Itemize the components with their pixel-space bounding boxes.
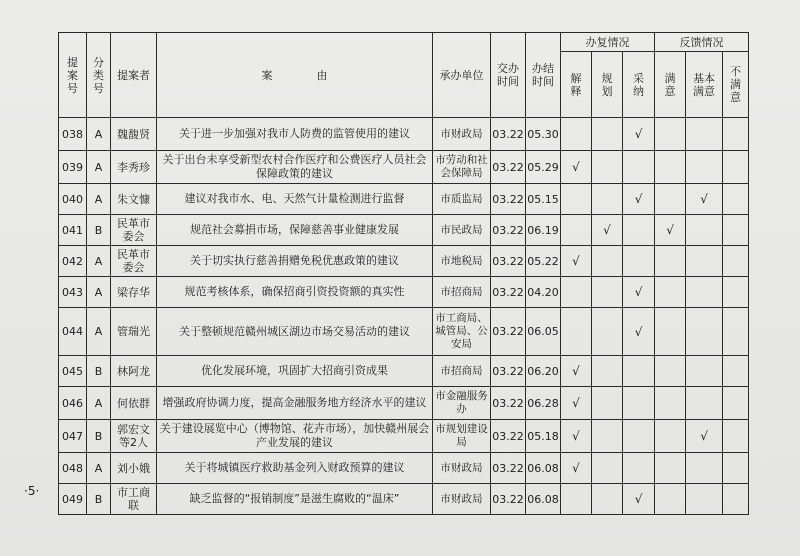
cell-reply-explain: √ <box>561 356 592 387</box>
cell-feedback-unsatisfied <box>723 420 749 453</box>
cell-finish: 06.20 <box>526 356 561 387</box>
cell-reply-plan <box>592 453 623 484</box>
cell-reply-explain <box>561 184 592 215</box>
cell-id: 039 <box>59 151 87 184</box>
header-case: 案 由 <box>157 33 433 118</box>
header-handover-time: 交办时间 <box>491 33 526 118</box>
cell-reply-explain: √ <box>561 246 592 277</box>
cell-feedback-satisfied <box>655 453 686 484</box>
cell-unit: 市规划建设局 <box>433 420 491 453</box>
cell-feedback-basic: √ <box>686 420 723 453</box>
page-number: ·5· <box>24 484 40 498</box>
cell-reply-adopt <box>623 420 655 453</box>
cell-feedback-satisfied <box>655 118 686 151</box>
cell-title: 优化发展环境，巩固扩大招商引资成果 <box>157 356 433 387</box>
cell-feedback-satisfied: √ <box>655 215 686 246</box>
cell-unit: 市质监局 <box>433 184 491 215</box>
cell-id: 045 <box>59 356 87 387</box>
cell-category: A <box>87 308 111 356</box>
cell-proposer: 市工商联 <box>111 484 157 515</box>
cell-reply-explain: √ <box>561 151 592 184</box>
cell-id: 044 <box>59 308 87 356</box>
table-row <box>59 453 749 484</box>
cell-feedback-unsatisfied <box>723 453 749 484</box>
cell-finish: 06.08 <box>526 484 561 515</box>
cell-handover: 03.22 <box>491 356 526 387</box>
cell-feedback-unsatisfied <box>723 387 749 420</box>
table-row <box>59 246 749 277</box>
cell-reply-adopt <box>623 151 655 184</box>
cell-category: A <box>87 453 111 484</box>
cell-title: 规范考核体系，确保招商引资投资额的真实性 <box>157 277 433 308</box>
cell-category: A <box>87 118 111 151</box>
header-unit: 承办单位 <box>433 33 491 118</box>
cell-finish: 05.30 <box>526 118 561 151</box>
cell-proposer: 魏馥贤 <box>111 118 157 151</box>
cell-reply-plan <box>592 118 623 151</box>
cell-reply-plan <box>592 387 623 420</box>
table-row <box>59 184 749 215</box>
cell-proposer: 郭宏文等2人 <box>111 420 157 453</box>
cell-feedback-satisfied <box>655 308 686 356</box>
cell-feedback-basic <box>686 246 723 277</box>
proposal-table <box>58 32 749 515</box>
cell-proposer: 民革市委会 <box>111 215 157 246</box>
table-row <box>59 118 749 151</box>
header-id: 提案号 <box>59 33 87 118</box>
cell-feedback-unsatisfied <box>723 184 749 215</box>
cell-id: 048 <box>59 453 87 484</box>
cell-feedback-basic <box>686 387 723 420</box>
cell-category: B <box>87 484 111 515</box>
cell-handover: 03.22 <box>491 184 526 215</box>
cell-feedback-basic: √ <box>686 184 723 215</box>
cell-title: 关于将城镇医疗救助基金列入财政预算的建议 <box>157 453 433 484</box>
cell-reply-explain <box>561 308 592 356</box>
cell-title: 关于建设展览中心（博物馆、花卉市场），加快赣州展会产业发展的建议 <box>157 420 433 453</box>
cell-id: 038 <box>59 118 87 151</box>
header-finish-time: 办结时间 <box>526 33 561 118</box>
cell-feedback-basic <box>686 277 723 308</box>
cell-feedback-satisfied <box>655 151 686 184</box>
cell-handover: 03.22 <box>491 151 526 184</box>
cell-feedback-unsatisfied <box>723 215 749 246</box>
cell-reply-adopt: √ <box>623 118 655 151</box>
cell-proposer: 管瑞光 <box>111 308 157 356</box>
cell-id: 046 <box>59 387 87 420</box>
cell-feedback-basic <box>686 484 723 515</box>
cell-reply-explain: √ <box>561 453 592 484</box>
header-feedback-satisfied: 满意 <box>655 52 686 118</box>
cell-feedback-basic <box>686 151 723 184</box>
cell-handover: 03.22 <box>491 118 526 151</box>
cell-feedback-satisfied <box>655 184 686 215</box>
cell-finish: 05.22 <box>526 246 561 277</box>
cell-finish: 06.05 <box>526 308 561 356</box>
header-feedback-basic: 基本满意 <box>686 52 723 118</box>
cell-feedback-unsatisfied <box>723 277 749 308</box>
cell-title: 缺乏监督的“报销制度”是滋生腐败的“温床” <box>157 484 433 515</box>
header-reply-adopt: 采纳 <box>623 52 655 118</box>
cell-finish: 06.28 <box>526 387 561 420</box>
cell-id: 043 <box>59 277 87 308</box>
cell-id: 049 <box>59 484 87 515</box>
cell-id: 047 <box>59 420 87 453</box>
cell-proposer: 林阿龙 <box>111 356 157 387</box>
cell-reply-plan <box>592 308 623 356</box>
cell-title: 关于切实执行慈善捐赠免税优惠政策的建议 <box>157 246 433 277</box>
cell-handover: 03.22 <box>491 308 526 356</box>
cell-proposer: 朱文慷 <box>111 184 157 215</box>
cell-reply-adopt: √ <box>623 308 655 356</box>
cell-category: B <box>87 356 111 387</box>
cell-feedback-basic <box>686 118 723 151</box>
cell-feedback-satisfied <box>655 246 686 277</box>
cell-proposer: 梁存华 <box>111 277 157 308</box>
cell-feedback-satisfied <box>655 387 686 420</box>
cell-reply-plan <box>592 420 623 453</box>
cell-category: A <box>87 277 111 308</box>
cell-id: 041 <box>59 215 87 246</box>
cell-handover: 03.22 <box>491 453 526 484</box>
cell-reply-adopt <box>623 215 655 246</box>
cell-feedback-satisfied <box>655 484 686 515</box>
cell-feedback-unsatisfied <box>723 118 749 151</box>
cell-reply-plan <box>592 151 623 184</box>
cell-handover: 03.22 <box>491 420 526 453</box>
table-row <box>59 356 749 387</box>
cell-reply-adopt: √ <box>623 184 655 215</box>
header-reply-plan: 规划 <box>592 52 623 118</box>
table-row <box>59 308 749 356</box>
cell-reply-plan <box>592 356 623 387</box>
cell-unit: 市财政局 <box>433 484 491 515</box>
cell-reply-plan <box>592 484 623 515</box>
cell-reply-plan <box>592 184 623 215</box>
cell-reply-adopt <box>623 453 655 484</box>
cell-handover: 03.22 <box>491 387 526 420</box>
cell-handover: 03.22 <box>491 277 526 308</box>
cell-category: B <box>87 420 111 453</box>
cell-reply-adopt <box>623 387 655 420</box>
cell-unit: 市劳动和社会保障局 <box>433 151 491 184</box>
table-row <box>59 277 749 308</box>
cell-reply-plan <box>592 246 623 277</box>
cell-unit: 市金融服务办 <box>433 387 491 420</box>
cell-unit: 市民政局 <box>433 215 491 246</box>
cell-title: 建议对我市水、电、天然气计量检测进行监督 <box>157 184 433 215</box>
cell-handover: 03.22 <box>491 246 526 277</box>
cell-title: 关于整顿规范赣州城区湖边市场交易活动的建议 <box>157 308 433 356</box>
cell-category: A <box>87 387 111 420</box>
cell-finish: 05.18 <box>526 420 561 453</box>
cell-finish: 06.08 <box>526 453 561 484</box>
cell-feedback-basic <box>686 356 723 387</box>
header-category: 分类号 <box>87 33 111 118</box>
cell-reply-adopt: √ <box>623 277 655 308</box>
cell-unit: 市地税局 <box>433 246 491 277</box>
cell-feedback-basic <box>686 308 723 356</box>
cell-unit: 市工商局、城管局、公安局 <box>433 308 491 356</box>
cell-category: A <box>87 184 111 215</box>
cell-unit: 市招商局 <box>433 277 491 308</box>
cell-reply-explain <box>561 215 592 246</box>
cell-feedback-unsatisfied <box>723 308 749 356</box>
cell-reply-explain: √ <box>561 420 592 453</box>
header-proposer: 提案者 <box>111 33 157 118</box>
cell-category: A <box>87 151 111 184</box>
table-row <box>59 420 749 453</box>
cell-handover: 03.22 <box>491 484 526 515</box>
table-row <box>59 151 749 184</box>
cell-feedback-basic <box>686 215 723 246</box>
cell-finish: 05.15 <box>526 184 561 215</box>
cell-handover: 03.22 <box>491 215 526 246</box>
cell-unit: 市财政局 <box>433 453 491 484</box>
cell-reply-plan: √ <box>592 215 623 246</box>
cell-id: 040 <box>59 184 87 215</box>
cell-reply-explain <box>561 277 592 308</box>
header-row-top <box>59 33 749 52</box>
cell-reply-adopt <box>623 356 655 387</box>
cell-title: 增强政府协调力度，提高金融服务地方经济水平的建议 <box>157 387 433 420</box>
cell-feedback-basic <box>686 453 723 484</box>
cell-finish: 06.19 <box>526 215 561 246</box>
cell-title: 关于出台未享受新型农村合作医疗和公费医疗人员社会保障政策的建议 <box>157 151 433 184</box>
cell-feedback-satisfied <box>655 277 686 308</box>
cell-feedback-unsatisfied <box>723 484 749 515</box>
cell-feedback-unsatisfied <box>723 246 749 277</box>
cell-id: 042 <box>59 246 87 277</box>
cell-unit: 市招商局 <box>433 356 491 387</box>
cell-finish: 05.29 <box>526 151 561 184</box>
cell-feedback-unsatisfied <box>723 151 749 184</box>
table-row <box>59 215 749 246</box>
cell-category: B <box>87 215 111 246</box>
cell-feedback-unsatisfied <box>723 356 749 387</box>
cell-title: 关于进一步加强对我市人防费的监管使用的建议 <box>157 118 433 151</box>
cell-reply-adopt <box>623 246 655 277</box>
cell-unit: 市财政局 <box>433 118 491 151</box>
header-feedback-unsatisfied: 不满意 <box>723 52 749 118</box>
cell-title: 规范社会募捐市场，保障慈善事业健康发展 <box>157 215 433 246</box>
header-reply-explain: 解释 <box>561 52 592 118</box>
cell-feedback-satisfied <box>655 356 686 387</box>
cell-proposer: 刘小娥 <box>111 453 157 484</box>
cell-finish: 04.20 <box>526 277 561 308</box>
cell-reply-explain: √ <box>561 387 592 420</box>
cell-reply-plan <box>592 277 623 308</box>
cell-proposer: 李秀珍 <box>111 151 157 184</box>
table-row <box>59 484 749 515</box>
cell-proposer: 何依群 <box>111 387 157 420</box>
cell-feedback-satisfied <box>655 420 686 453</box>
cell-reply-explain <box>561 118 592 151</box>
header-reply-group: 办复情况 <box>561 33 655 52</box>
table-row <box>59 387 749 420</box>
cell-reply-explain <box>561 484 592 515</box>
cell-reply-adopt: √ <box>623 484 655 515</box>
cell-category: A <box>87 246 111 277</box>
header-feedback-group: 反馈情况 <box>655 33 749 52</box>
cell-proposer: 民革市委会 <box>111 246 157 277</box>
